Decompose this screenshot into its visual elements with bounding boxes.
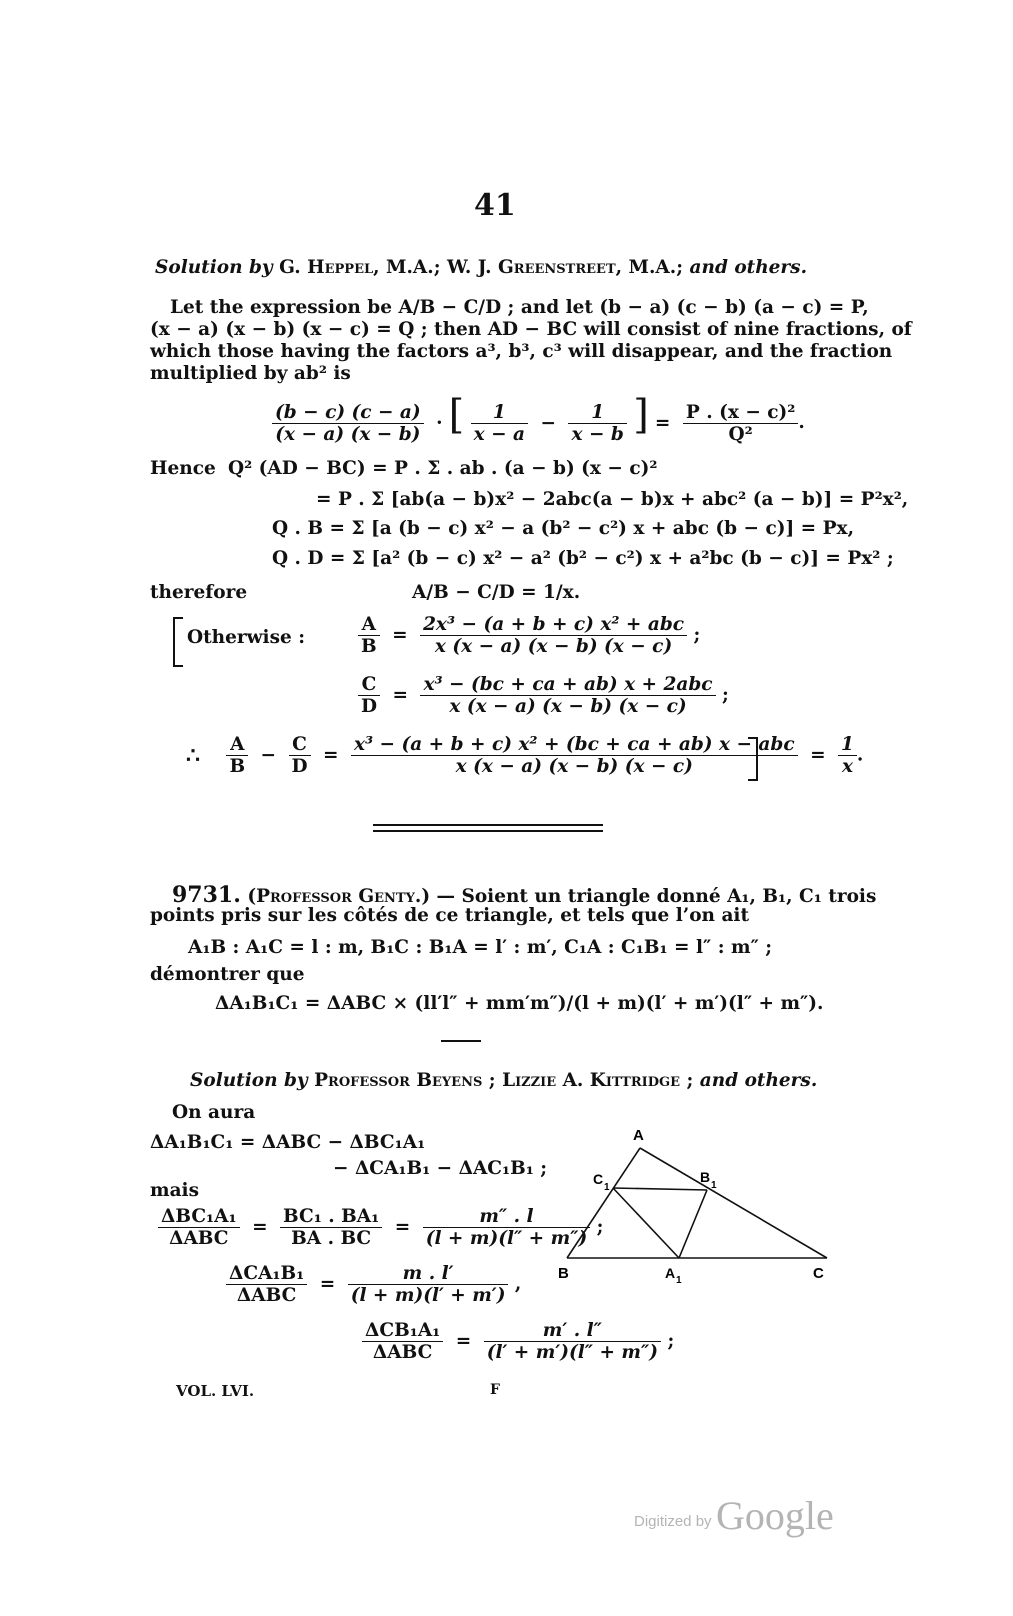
problem-line-1: 9731. (Professor Genty.) — Soient un triangle donné A₁, B₁, C₁ trois xyxy=(172,882,877,908)
ratio-eq-1: $\frac{\text{ΔBC₁A₁}}{\text{ΔABC}}$ = $\frac{\text{BC₁ . BA₁}}{BA . BC}$ = $\frac{m'' . l}{(l + m)(l'' + m'')}$ ; xyxy=(158,1206,604,1249)
otherwise-eq-3: ∴ $\frac{A}{B}$ − $\frac{C}{D}$ = $\frac{\text{x³ − (a + b + c) x² + (bc + ca + ab) x − abc}}{x (x - a) (x - b) (x - c)}$ = $\frac{1}{x}$ . xyxy=(186,734,864,777)
para-line-1: Let the expression be A/B − C/D ; and let (b − a) (c − b) (a − c) = P, xyxy=(170,297,869,318)
label-b1: B xyxy=(700,1169,711,1185)
therefore-result: A/B − C/D = 1/x. xyxy=(412,582,581,603)
para-line-2: (x − a) (x − b) (x − c) = Q ; then AD − BC will consist of nine fractions, of xyxy=(150,319,912,340)
otherwise-eq-1: $\frac{A}{B}$ = $\frac{\text{2x³ − (a + b + c) x² + abc}}{x (x - a) (x - b) (x - c)}$ ; xyxy=(358,614,700,657)
solution-others: and others. xyxy=(689,257,808,278)
para-line-4: multiplied by ab² is xyxy=(150,363,351,384)
hence-line-1: Q² (AD − BC) = P . Σ . ab . (a − b) (x − c)² xyxy=(228,458,658,479)
on-aura: On aura xyxy=(172,1102,256,1123)
frac-4: $\frac{\text{P . (x − c)²}}{\text{Q²}}$ xyxy=(683,402,799,445)
label-b: B xyxy=(558,1265,569,1282)
problem-ratios: A₁B : A₁C = l : m, B₁C : B₁A = l′ : m′, C₁A : C₁B₁ = l″ : m″ ; xyxy=(188,937,773,958)
frac-3: $\frac{1}{x - b}$ xyxy=(568,402,626,445)
mais-label: mais xyxy=(150,1180,200,1201)
label-c1: C xyxy=(593,1171,604,1187)
page-number: 41 xyxy=(474,188,516,223)
otherwise-label: Otherwise : xyxy=(187,627,306,648)
hence-label: Hence xyxy=(150,458,216,479)
short-rule xyxy=(441,1040,481,1042)
solution-by: Solution by xyxy=(155,257,273,278)
problem-formula: ΔA₁B₁C₁ = ΔABC × (ll′l″ + mm′m″)/(l + m)(l′ + m′)(l″ + m″). xyxy=(215,993,824,1014)
otherwise-open-bracket xyxy=(173,617,183,667)
frac-2: $\frac{1}{x - a}$ xyxy=(471,402,528,445)
frac-1: $\frac{(b - c) (c - a)}{(x - a) (x - b)}$ xyxy=(272,402,424,445)
separator-rule-bottom xyxy=(373,830,603,832)
triangle-figure xyxy=(555,1120,845,1285)
label-a1: A xyxy=(665,1265,676,1281)
otherwise-eq-2: $\frac{C}{D}$ = $\frac{\text{x³ − (bc + ca + ab) x + 2abc}}{x (x - a) (x - b) (x - c)}$ ; xyxy=(358,674,729,717)
segment-b1a1 xyxy=(679,1190,707,1258)
ratio-eq-2: $\frac{\text{ΔCA₁B₁}}{\text{ΔABC}}$ = $\frac{m . l'}{(l + m)(l' + m')}$ , xyxy=(226,1263,521,1306)
para-line-3: which those having the factors a³, b³, c³ will disappear, and the fraction xyxy=(150,341,893,362)
eq-area-1: ΔA₁B₁C₁ = ΔABC − ΔBC₁A₁ xyxy=(150,1132,426,1153)
problem-number: 9731. xyxy=(172,882,241,908)
svg-text:1: 1 xyxy=(676,1275,682,1285)
digitized-by-text: Digitized by xyxy=(634,1513,712,1530)
side-ab xyxy=(567,1148,640,1258)
solution-heading xyxy=(155,257,807,278)
segment-c1b1 xyxy=(613,1188,707,1190)
hence-line-2: = P . Σ [ab(a − b)x² − 2abc(a − b)x + abc² (a − b)] = P²x², xyxy=(316,489,909,510)
segment-c1a1 xyxy=(613,1188,679,1258)
label-c: C xyxy=(813,1265,824,1282)
separator-rule-top xyxy=(373,824,603,826)
problem-line-2: points pris sur les côtés de ce triangle, et tels que l’on ait xyxy=(150,905,750,926)
problem-author: (Professor Genty.) xyxy=(247,886,431,907)
therefore-label: therefore xyxy=(150,582,248,603)
ratio-eq-3: $\frac{\text{ΔCB₁A₁}}{\text{ΔABC}}$ = $\frac{m' . l''}{(l' + m')(l'' + m'')}$ ; xyxy=(362,1320,674,1363)
svg-text:1: 1 xyxy=(711,1180,717,1191)
fraction-equation: $\frac{(b - c) (c - a)}{(x - a) (x - b)}$ · [ $\frac{1}{x - a}$ − $\frac{1}{x - b}$ ] = $\frac{\text{P . (x − c)²}}{\text{Q²}}$ . xyxy=(272,392,805,445)
google-logo: Google xyxy=(716,1493,834,1538)
eq-area-1b: − ΔCA₁B₁ − ΔAC₁B₁ ; xyxy=(333,1158,548,1179)
footer-volume: VOL. LVI. xyxy=(176,1382,255,1400)
hence-line-3: Q . B = Σ [a (b − c) x² − a (b² − c²) x + abc (b − c)] = Px, xyxy=(272,518,855,539)
footer-signature: F xyxy=(490,1382,500,1398)
svg-text:1: 1 xyxy=(604,1182,610,1193)
hence-line-4: Q . D = Σ [a² (b − c) x² − a² (b² − c²) x + a²bc (b − c)] = Px² ; xyxy=(272,548,894,569)
label-a: A xyxy=(633,1127,644,1144)
problem-demontrer: démontrer que xyxy=(150,964,305,985)
solution2-heading: Solution by Professor Beyens ; Lizzie A. Kittridge ; and others. xyxy=(190,1070,818,1091)
solution-authors: G. Heppel, M.A.; W. J. Greenstreet, M.A.; xyxy=(279,257,684,278)
side-ac xyxy=(640,1148,827,1258)
otherwise-close-bracket xyxy=(748,737,758,781)
